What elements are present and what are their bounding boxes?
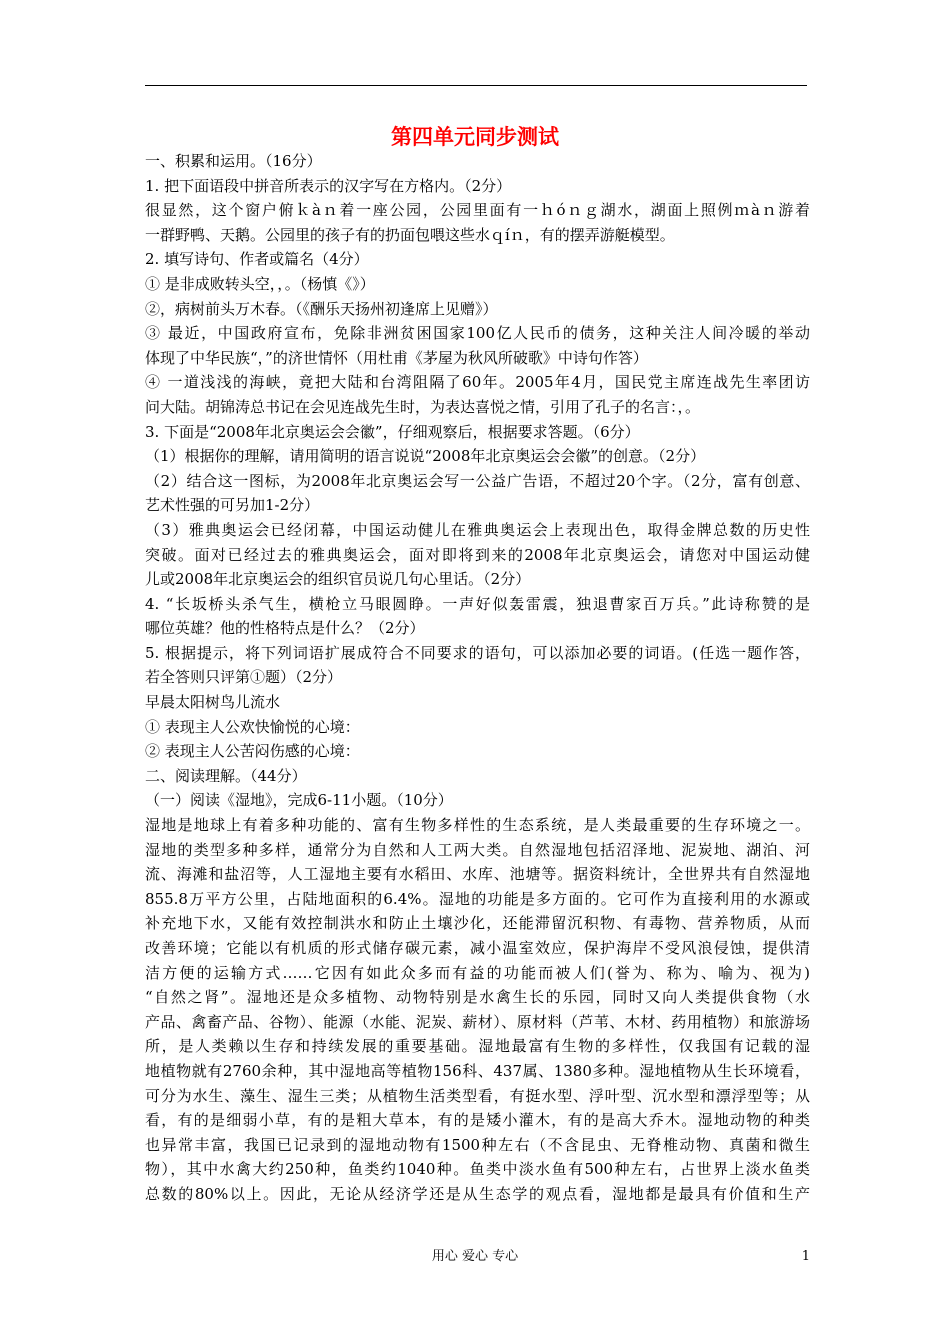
text-line: 可分为水生、藻生、湿生三类；从植物生活类型看，有挺水型、浮叶型、沉水型和漂浮型等；从: [145, 1086, 810, 1105]
text-line: （3）雅典奥运会已经闭幕，中国运动健儿在雅典奥运会上表现出色，取得金牌总数的历史性: [145, 520, 810, 539]
text-line: 流、海滩和盐沼等，人工湿地主要有水稻田、水库、池塘等。据资料统计，全世界共有自然湿地: [145, 865, 810, 884]
text-line: 洁方便的运输方式……它因有如此众多而有益的功能而被人们(誉为、称为、喻为、视为): [145, 963, 810, 982]
text-line: 儿或2008年北京奥运会的组织官员说几句心里话。（2分）: [145, 570, 531, 589]
text-line: “自然之肾”。湿地还是众多植物、动物特别是水禽生长的乐园，同时又向人类提供食物（水: [145, 988, 810, 1007]
text-line: ② 表现主人公苦闷伤感的心境：: [145, 742, 360, 761]
text-line: 湿地是地球上有着多种功能的、富有生物多样性的生态系统，是人类最重要的生存环境之一。: [145, 816, 810, 835]
text-line: （2）结合这一图标，为2008年北京奥运会写一公益广告语，不超过20个字。（2分，富有创意、: [145, 471, 810, 490]
text-line: 看，有的是细弱小草，有的是粗大草本，有的是矮小灌木，有的是高大乔木。湿地动物的种类: [145, 1111, 810, 1130]
text-line: 所，是人类赖以生存和持续发展的重要基础。湿地最富有生物的多样性，仅我国有记载的湿: [145, 1037, 810, 1056]
text-line: 改善环境；它能以有机质的形式储存碳元素，减小温室效应，保护海岸不受风浪侵蚀，提供清: [145, 939, 810, 957]
text-line: 4. “长坂桥头杀气生，横枪立马眼圆睁。一声好似轰雷震，独退曹家百万兵。”此诗称赞的是: [145, 594, 810, 613]
text-line: 1. 把下面语段中拼音所表示的汉字写在方格内。（2分）: [145, 176, 512, 195]
text-line: 地植物就有2760余种，其中湿地高等植物156科、437属、1380多种。湿地植物从生长环境看，: [145, 1061, 810, 1080]
text-line: （一）阅读《湿地》，完成6-11小题。（10分）: [145, 791, 453, 810]
text-line: ① 是非成败转头空，，。（杨慎《》）: [145, 274, 375, 293]
text-line: 产品、禽畜产品、谷物）、能源（水能、泥炭、薪材）、原材料（芦苇、木材、药用植物）和旅游场: [145, 1012, 810, 1031]
header-rule: [145, 85, 807, 86]
footer-motto: 用心 爱心 专心: [431, 1249, 519, 1264]
text-line: 哪位英雄？他的性格特点是什么？（2分）: [145, 619, 425, 638]
text-line: 3. 下面是“2008年北京奥运会会徽”，仔细观察后，根据要求答题。（6分）: [145, 422, 640, 441]
text-line: 也异常丰富，我国已记录到的湿地动物有1500种左右（不含昆虫、无脊椎动物、真菌和微生: [145, 1135, 810, 1154]
text-line: 二、阅读理解。（44分）: [145, 766, 307, 785]
page-number: 1: [801, 1249, 810, 1264]
text-line: 一群野鸭、天鹅。公园里的孩子有的扔面包喂这些水ｑíｎ，有的摆弄游艇模型。: [145, 225, 675, 244]
text-line: 问大陆。胡锦涛总书记在会见连战先生时，为表达喜悦之情，引用了孔子的名言：，。: [145, 397, 701, 416]
text-line: ②，病树前头万木春。（《酬乐天扬州初逢席上见赠》）: [145, 299, 498, 318]
text-line: 5. 根据提示，将下列词语扩展成符合不同要求的语句，可以添加必要的词语。(任选一题作答，: [145, 643, 810, 662]
text-line: 2. 填写诗句、作者或篇名（4分）: [145, 250, 369, 269]
text-line: 体现了中华民族“，”的济世情怀（用杜甫《茅屋为秋风所破歌》中诗句作答）: [145, 348, 648, 367]
text-line: ③ 最近，中国政府宣布，免除非洲贫困国家100亿人民币的债务，这种关注人间冷暖的举动: [145, 324, 810, 343]
text-line: 补充地下水，又能有效控制洪水和防止土壤沙化，还能滞留沉积物、有毒物、营养物质，从而: [145, 914, 810, 933]
text-line: ④ 一道浅浅的海峡，竟把大陆和台湾阻隔了60年。2005年4月，国民党主席连战先生率团访: [145, 373, 810, 392]
text-line: （1）根据你的理解，请用简明的语言说说“2008年北京奥运会会徽”的创意。（2分）: [145, 447, 706, 466]
document-body: [145, 149, 810, 1207]
text-line: 总数的80%以上。因此，无论从经济学还是从生态学的观点看，湿地都是最具有价值和生产: [145, 1184, 810, 1203]
document-title: 第四单元同步测试: [391, 125, 559, 149]
text-line: 很显然，这个窗户俯ｋàｎ着一座公园，公园里面有一ｈóｎｇ湖水，湖面上照例ｍàｎ游着: [145, 201, 810, 220]
text-line: 突破。面对已经过去的雅典奥运会，面对即将到来的2008年北京奥运会，请您对中国运动健: [145, 545, 810, 564]
text-line: 855.8万平方公里，占陆地面积的6.4%。湿地的功能是多方面的。它可作为直接利用的水源或: [145, 889, 810, 908]
text-line: 湿地的类型多种多样，通常分为自然和人工两大类。自然湿地包括沼泽地、泥炭地、湖泊、河: [145, 840, 810, 859]
text-line: 若全答则只评第①题）（2分）: [145, 668, 343, 687]
text-line: 艺术性强的可另加1-2分）: [145, 496, 320, 515]
text-line: 一、积累和运用。（16分）: [145, 152, 322, 170]
text-line: 物），其中水禽大约250种，鱼类约1040种。鱼类中淡水鱼有500种左右，占世界上淡水鱼类: [145, 1160, 810, 1179]
text-line: 早晨太阳树鸟儿流水: [145, 693, 281, 712]
text-line: ① 表现主人公欢快愉悦的心境：: [145, 717, 360, 736]
